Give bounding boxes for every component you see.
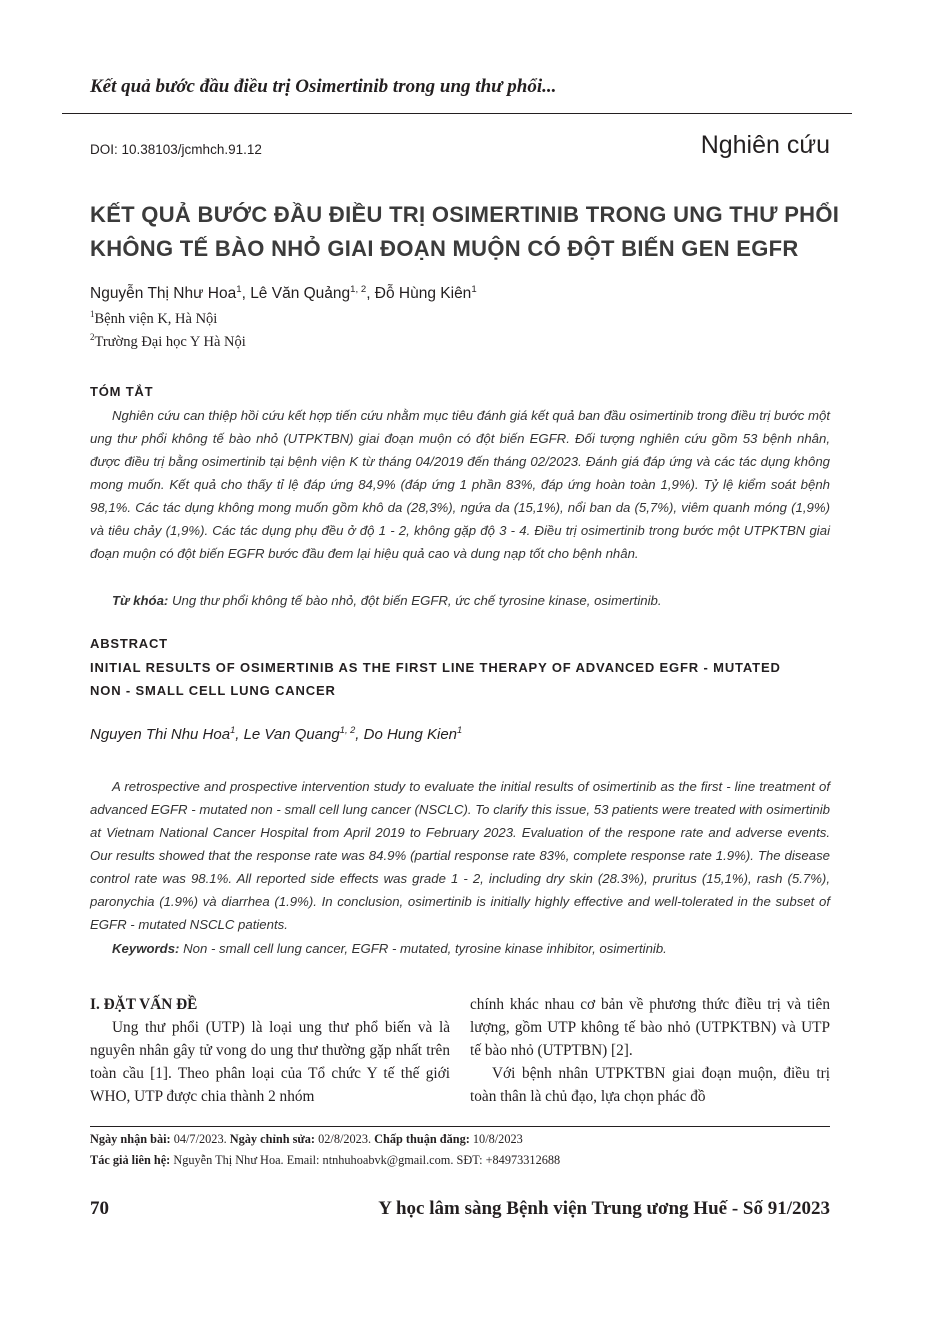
revised-date: 02/8/2023. xyxy=(315,1132,375,1146)
received-date: 04/7/2023. xyxy=(170,1132,230,1146)
author-3-sup: 1 xyxy=(471,284,477,295)
authors-en xyxy=(90,725,462,743)
author-en-2-sup: 1, 2 xyxy=(339,725,356,735)
intro-heading: I. ĐẶT VẤN ĐỀ xyxy=(90,996,198,1013)
intro-left-paragraph xyxy=(90,1016,450,1108)
intro-right-paragraph-1: chính khác nhau cơ bản về phương thức điều trị và tiên lượng, gồm UTP không tế bào nhỏ (UTPKTBN) và UTP tế bào nhỏ (UTPTBN) [2]. xyxy=(470,996,830,1059)
journal-name: Y học lâm sàng Bệnh viện Trung ương Huế - Số 91/2023 xyxy=(378,1198,830,1219)
keywords-vi xyxy=(90,589,830,612)
authors-vi xyxy=(90,284,477,303)
contact-text: Nguyễn Thị Như Hoa. Email: ntnhuhoabvk@gmail.com. SĐT: +84973312688 xyxy=(170,1153,561,1167)
revised-label: Ngày chỉnh sửa: xyxy=(229,1132,316,1146)
contact-label: Tác giả liên hệ: xyxy=(90,1153,171,1167)
article-title xyxy=(90,198,850,266)
english-title-line-1: INITIAL RESULTS OF OSIMERTINIB AS THE FIRST LINE THERAPY OF ADVANCED EGFR - MUTATED xyxy=(90,660,781,675)
doi: DOI: 10.38103/jcmhch.91.12 xyxy=(90,142,262,157)
author-en-1: Nguyen Thi Nhu Hoa xyxy=(90,726,231,743)
keywords-vi-label: Từ khóa: xyxy=(112,593,169,608)
keywords-en xyxy=(90,937,830,960)
author-1-sup: 1 xyxy=(236,284,242,295)
intro-left-text: Ung thư phổi (UTP) là loại ung thư phổ biến và là nguyên nhân gây tử vong do ung thư thường gặp nhất trên toàn cầu [1]. Theo phân loại của Tổ chức Y tế thế giới WHO, UTP được chia thành 2 nhóm xyxy=(90,1019,450,1105)
abstract-vi-text: Nghiên cứu can thiệp hồi cứu kết hợp tiến cứu nhằm mục tiêu đánh giá kết quả ban đầu osimertinib trong điều trị bước một ung thư phổi không tế bào nhỏ (UTPKTBN) giai đoạn muộn có đột biến EGFR. Đối tượng nghiên cứu gồm 53 bệnh nhân, được điều trị bằng osimertinib tại bệnh viện K từ tháng 04/2019 đến tháng 02/2023. Đánh giá đáp ứng và các tác dụng không mong muốn. Kết quả cho thấy tỉ lệ đáp ứng 84,9% (đáp ứng 1 phần 83%, đáp ứng hoàn toàn 1,9%). Tỷ lệ kiểm soát bệnh 98,1%. Các tác dụng không mong muốn gồm khô da (28,3%), ngứa da (15,1%), nổi ban da (5,7%), viêm quanh móng (1,9%) và tiêu chảy (1,9%). Các tác dụng phụ đều ở độ 1 - 2, không gặp độ 3 - 4. Điều trị osimertinib trong bước một UTPKTBN giai đoạn muộn có đột biến EGFR bước đầu đem lại hiệu quả cao và dung nạp tốt cho bệnh nhân. xyxy=(90,408,830,561)
keywords-en-text: Non - small cell lung cancer, EGFR - mutated, tyrosine kinase inhibitor, osimertinib. xyxy=(183,941,667,956)
keywords-en-label: Keywords: xyxy=(112,941,180,956)
affiliation-2 xyxy=(90,332,246,351)
author-2-sup: 1, 2 xyxy=(350,284,367,295)
author-1: Nguyễn Thị Như Hoa xyxy=(90,285,237,303)
accepted-date: 10/8/2023 xyxy=(469,1132,523,1146)
intro-right-column xyxy=(470,993,830,1108)
english-title xyxy=(90,656,850,702)
affiliation-2-sup: 2 xyxy=(90,332,95,342)
abstract-en-heading: ABSTRACT xyxy=(90,636,168,651)
footnote-dates xyxy=(90,1132,523,1147)
author-en-3-sup: 1 xyxy=(457,725,463,735)
section-label: Nghiên cứu xyxy=(700,131,830,159)
intro-left-column xyxy=(90,993,450,1108)
footnote-rule xyxy=(90,1126,830,1127)
author-en-3: , Do Hung Kien xyxy=(355,726,458,743)
running-head: Kết quả bước đầu điều trị Osimertinib trong ung thư phổi... xyxy=(90,76,557,97)
affiliation-2-text: Trường Đại học Y Hà Nội xyxy=(94,333,246,350)
footnote-contact xyxy=(90,1153,560,1168)
english-title-line-2: NON - SMALL CELL LUNG CANCER xyxy=(90,683,336,698)
author-2: , Lê Văn Quảng xyxy=(241,285,351,303)
received-label: Ngày nhận bài: xyxy=(90,1132,171,1146)
page-number: 70 xyxy=(90,1198,109,1219)
affiliation-1 xyxy=(90,309,217,328)
author-3: , Đỗ Hùng Kiên xyxy=(366,285,472,303)
abstract-en-text: A retrospective and prospective intervention study to evaluate the initial results of osimertinib as the first - line treatment of advanced EGFR - mutated non - small cell lung cancer (NSCLC). To clarify this issue, 53 patients were treated with osimertinib at Vietnam National Cancer Hospital from April 2019 to February 2023. Evaluation of the respone rate and adverse events. Our results showed that the response rate was 84.9% (partial response rate 83%, complete response rate 1.9%). The disease control rate was 98.1%. All reported side effects was grade 1 - 2, including dry skin (28.3%), pruritus (15,1%), rash (5.7%), paronychia (1.9%) và diarrhea (1.9%). In conclusion, osimertinib is initially highly effective and well-tolerated in the subset of EGFR - mutated NSCLC patients. xyxy=(90,779,830,932)
header-rule xyxy=(62,113,852,114)
affiliation-1-sup: 1 xyxy=(90,309,95,319)
abstract-en-body xyxy=(90,775,830,936)
abstract-vi-heading: TÓM TẮT xyxy=(90,384,154,399)
accepted-label: Chấp thuận đăng: xyxy=(374,1132,470,1146)
intro-right-paragraph-2 xyxy=(470,1062,830,1108)
article-title-line-2: KHÔNG TẾ BÀO NHỎ GIAI ĐOẠN MUỘN CÓ ĐỘT BIẾN GEN EGFR xyxy=(90,236,799,261)
article-title-line-1: KẾT QUẢ BƯỚC ĐẦU ĐIỀU TRỊ OSIMERTINIB TRONG UNG THƯ PHỔI xyxy=(90,202,840,227)
affiliation-1-text: Bệnh viện K, Hà Nội xyxy=(94,310,218,327)
author-en-2: , Le Van Quang xyxy=(235,726,340,743)
abstract-vi-body xyxy=(90,404,830,565)
author-en-1-sup: 1 xyxy=(230,725,236,735)
intro-right-text-2: Với bệnh nhân UTPKTBN giai đoạn muộn, điều trị toàn thân là chủ đạo, lựa chọn phác đồ xyxy=(470,1065,830,1105)
keywords-vi-text: Ung thư phổi không tế bào nhỏ, đột biến EGFR, ức chế tyrosine kinase, osimertinib. xyxy=(171,593,662,608)
